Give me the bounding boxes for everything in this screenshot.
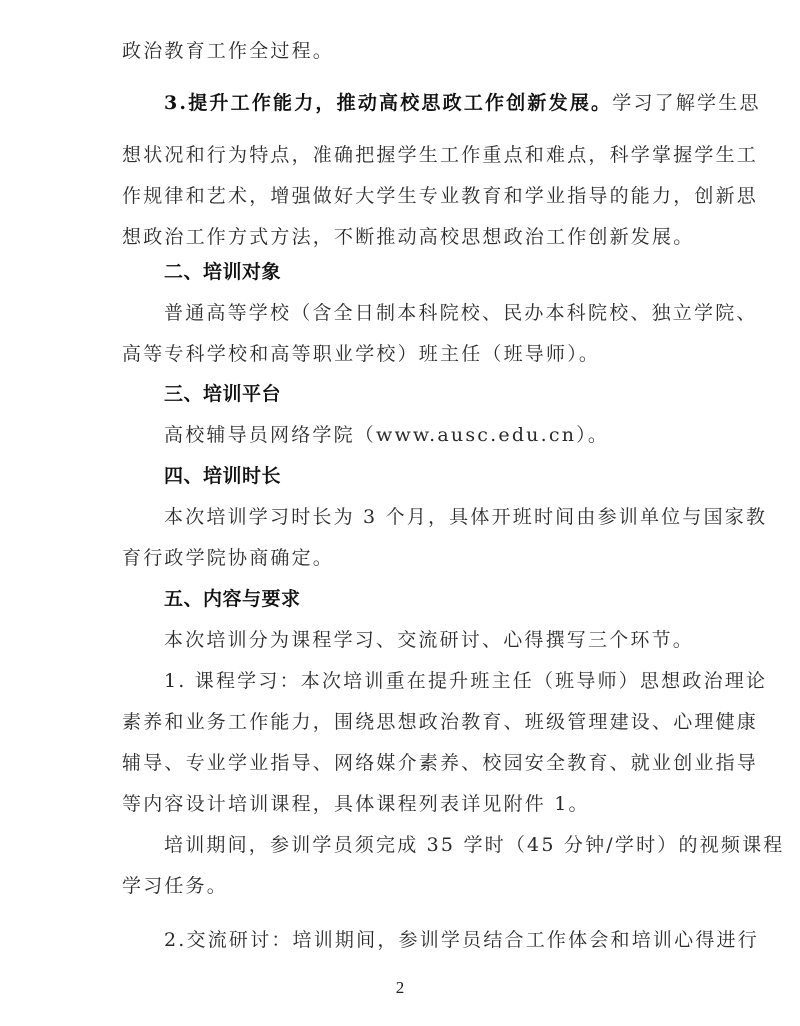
paragraph-line: 辅导、专业学业指导、网络媒介素养、校园安全教育、就业创业指导 — [122, 752, 759, 774]
section-heading-content-requirements: 五、内容与要求 — [164, 588, 301, 610]
paragraph-line: 政治教育工作全过程。 — [122, 40, 335, 62]
section-heading-training-duration: 四、培训时长 — [164, 465, 282, 487]
paragraph-line: 本次培训学习时长为 3 个月，具体开班时间由参训单位与国家教 — [164, 506, 768, 528]
paragraph-line: 想状况和行为特点，准确把握学生工作重点和难点，科学掌握学生工 — [122, 144, 759, 166]
paragraph-line: 想政治工作方式方法，不断推动高校思想政治工作创新发展。 — [122, 226, 695, 248]
numbered-point-title: 3.提升工作能力，推动高校思政工作创新发展。 — [164, 92, 613, 114]
section-heading-training-platform: 三、培训平台 — [164, 383, 282, 405]
paragraph-line: 普通高等学校（含全日制本科院校、民办本科院校、独立学院、 — [164, 302, 758, 324]
platform-link-text: 高校辅导员网络学院（www.ausc.edu.cn）。 — [164, 424, 610, 446]
paragraph-line: 高等专科学校和高等职业学校）班主任（班导师）。 — [122, 343, 601, 365]
paragraph-line: 学习任务。 — [122, 875, 229, 897]
paragraph-line: 育行政学院协商确定。 — [122, 547, 335, 569]
paragraph-line: 等内容设计培训课程，具体课程列表详见附件 1。 — [122, 793, 590, 815]
paragraph-line: 2.交流研讨：培训期间，参训学员结合工作体会和培训心得进行 — [164, 929, 759, 951]
paragraph-line: 培训期间，参训学员须完成 35 学时（45 分钟/学时）的视频课程 — [164, 834, 785, 856]
section-heading-training-target: 二、培训对象 — [164, 261, 282, 283]
paragraph-line: 作规律和艺术，增强做好大学生专业教育和学业指导的能力，创新思 — [122, 185, 759, 207]
paragraph-text: 学习了解学生思 — [612, 92, 761, 114]
paragraph-line — [164, 88, 761, 118]
paragraph-line: 素养和业务工作能力，围绕思想政治教育、班级管理建设、心理健康 — [122, 711, 759, 733]
paragraph-line: 1. 课程学习：本次培训重在提升班主任（班导师）思想政治理论 — [164, 670, 768, 692]
paragraph-line: 本次培训分为课程学习、交流研讨、心得撰写三个环节。 — [164, 629, 695, 651]
page-number: 2 — [395, 978, 405, 997]
